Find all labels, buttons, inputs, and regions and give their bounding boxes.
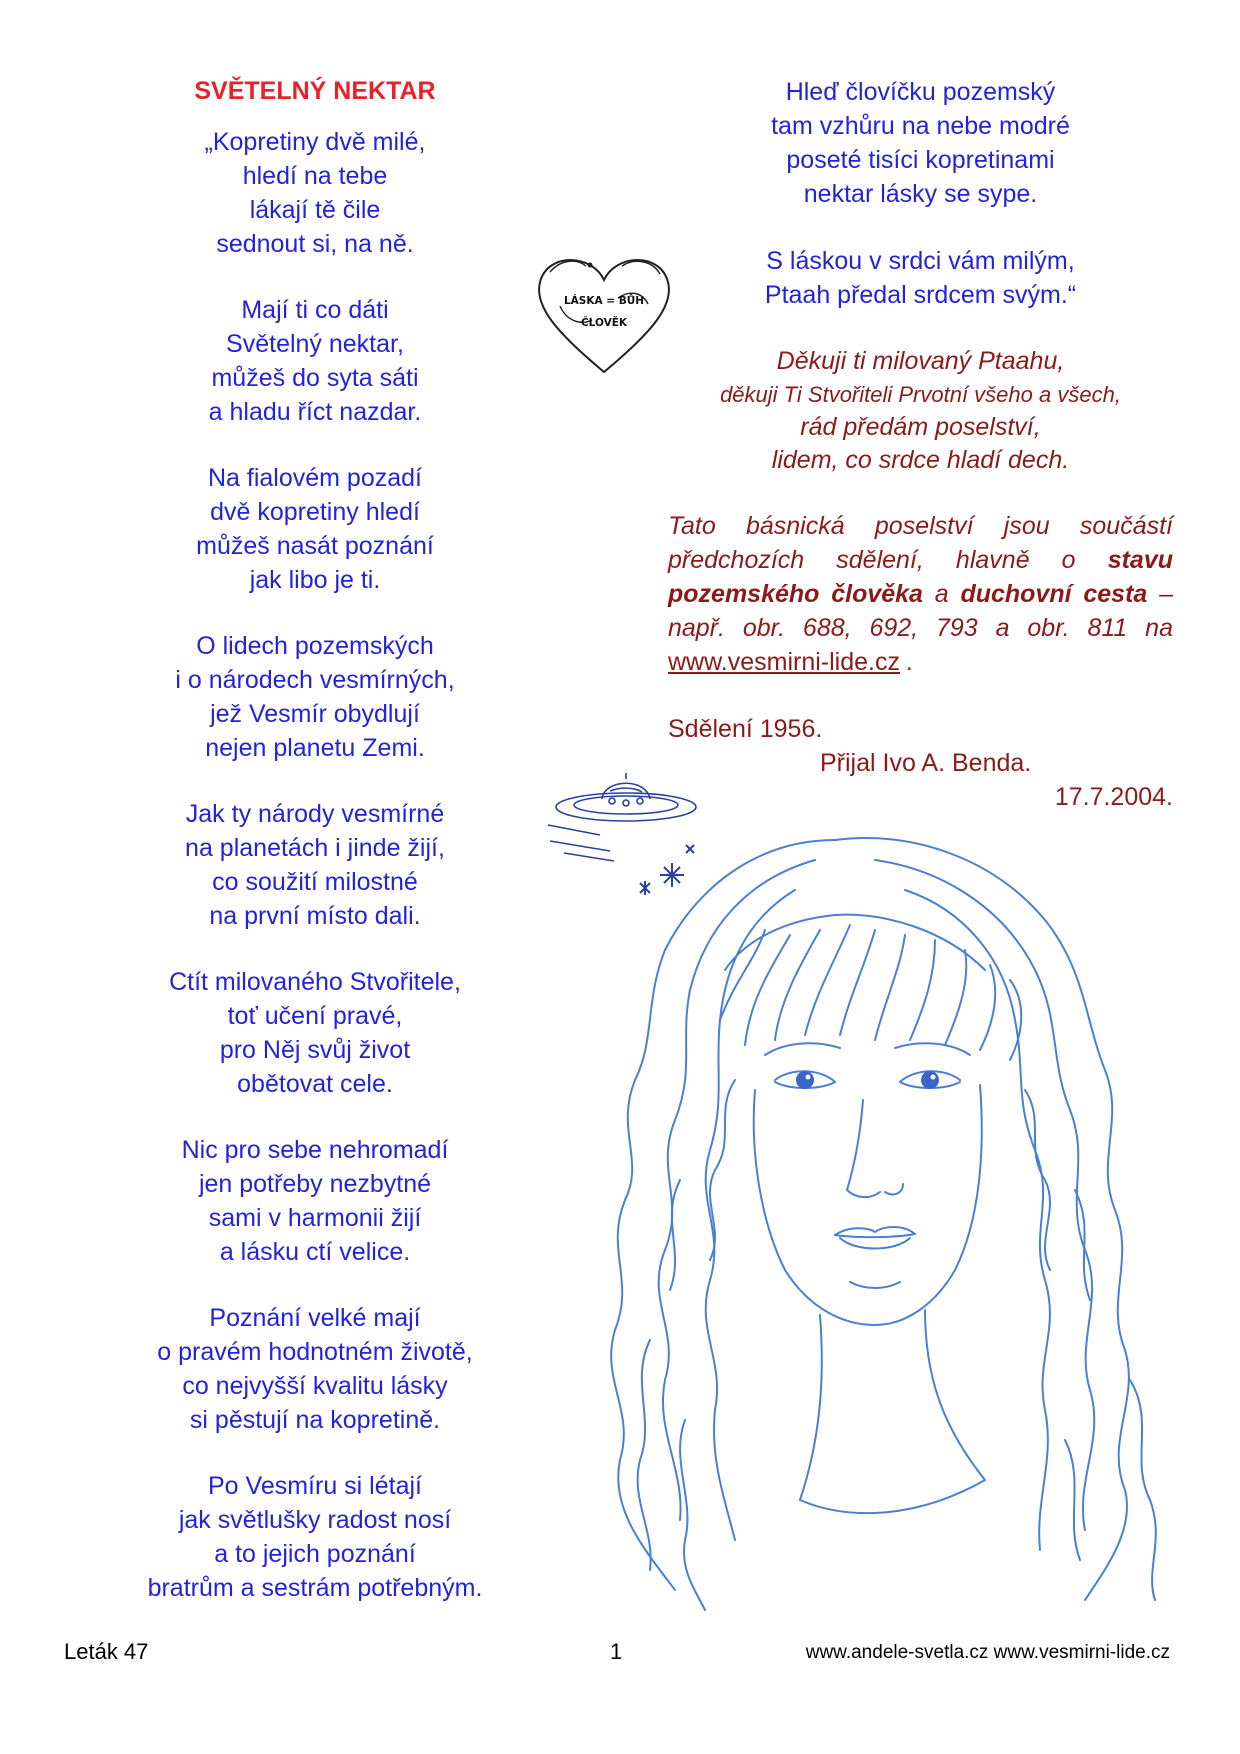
poem-stanza [95,461,535,597]
poem-line: dvě kopretiny hledí [210,498,420,526]
poem-stanza [95,293,535,429]
poem-stanza [95,797,535,933]
poem-line: si pěstují na kopretině. [189,1406,441,1434]
heart-logo-line1: LÁSKA = BŮH [563,295,645,307]
note-bold: duchovní cesta [960,580,1148,608]
poem-line: lákají tě čile [249,196,381,224]
poem-line: i o národech vesmírných, [175,666,455,694]
signature-block [668,712,1173,814]
poem-line: nektar lásky se sype. [803,180,1038,208]
thanks-line: Děkuji ti milovaný Ptaahu, [776,347,1065,375]
poem-line: jež Vesmír obydlují [210,700,420,728]
poem-line: Poznání velké mají [209,1304,421,1332]
poem-line: „Kopretiny dvě milé, [204,128,426,156]
poem-stanza [95,1469,535,1605]
poem-left-column [95,74,535,1637]
poem-title: SVĚTELNÝ NEKTAR [194,77,436,105]
signature-date: 17.7.2004. [1054,783,1173,811]
thanks-line: lidem, co srdce hladí dech. [771,446,1070,474]
poem-line: obětovat cele. [237,1070,393,1098]
poem-line: Ptaah předal srdcem svým.“ [764,281,1077,309]
poem-line: na planetách i jinde žijí, [185,834,445,862]
footer-websites: www.andele-svetla.cz www.vesmirni-lide.cz [805,1642,1170,1663]
note-bold: stavu pozemského člověka [668,546,1173,608]
poem-right-stanzas [668,75,1173,312]
poem-line: Hleď človíčku pozemský [785,78,1056,106]
poem-line: O lidech pozemských [196,632,434,660]
received-by: Přijal Ivo A. Benda. [820,749,1032,777]
poem-line: Nic pro sebe nehromadí [181,1136,449,1164]
note-text: . [899,648,914,676]
poem-line: bratrům a sestrám potřebným. [147,1574,483,1602]
poem-line: a hladu říct nazdar. [208,398,422,426]
message-year: Sdělení 1956. [668,715,823,743]
poem-line: a lásku ctí velice. [219,1238,411,1266]
note-text: Tato básnická poselství jsou součástí předchozích sdělení, hlavně o [668,512,1173,574]
poem-stanzas [95,125,535,1605]
poem-line: sami v harmonii žijí [208,1204,422,1232]
poem-stanza [95,965,535,1101]
poem-line: a to jejich poznání [214,1540,416,1568]
poem-line: Jak ty národy vesmírné [185,800,445,828]
poem-line: Ctít milovaného Stvořitele, [169,968,461,996]
poem-line: nejen planetu Zemi. [205,734,425,762]
note-paragraph [668,509,1173,679]
poem-line: Po Vesmíru si létají [208,1472,422,1500]
poem-right-column [668,75,1173,814]
poem-line: S láskou v srdci vám milým, [766,247,1075,275]
poem-line: jen potřeby nezbytné [198,1170,432,1198]
heart-logo-icon [530,248,678,378]
poem-stanza [95,629,535,765]
note-text: – např. obr. 688, 692, 793 a obr. 811 na [668,580,1173,642]
leaflet-number: Leták 47 [64,1639,149,1664]
thanks-line: děkuji Ti Stvořiteli Prvotní všeho a všech, [720,382,1121,407]
poem-stanza [95,1301,535,1437]
poem-line: Na fialovém pozadí [207,464,422,492]
poem-line: na první místo dali. [209,902,421,930]
poem-line: Mají ti co dáti [241,296,389,324]
poem-line: o pravém hodnotném životě, [157,1338,473,1366]
poem-right-stanza [668,244,1173,312]
thanks-block [668,345,1173,477]
thanks-line: rád předám poselství, [800,413,1041,441]
poem-line: můžeš nasát poznání [196,532,434,560]
poem-right-stanza [668,75,1173,211]
note-text: a [922,580,961,608]
girl-portrait-drawing [585,820,1190,1620]
poem-line: tam vzhůru na nebe modré [771,112,1070,140]
heart-logo-line2: ČLOVĚK [580,317,628,329]
poem-stanza [95,1133,535,1269]
poem-line: sednout si, na ně. [216,230,414,258]
poem-line: toť učení pravé, [227,1002,403,1030]
poem-line: jak libo je ti. [249,566,381,594]
poem-line: co soužití milostné [212,868,418,896]
poem-line: hledí na tebe [242,162,388,190]
page-number: 1 [610,1639,623,1664]
poem-stanza [95,125,535,261]
poem-line: Světelný nektar, [226,330,404,358]
poem-line: pro Něj svůj život [219,1036,411,1064]
website-link[interactable]: www.vesmirni-lide.cz [668,648,900,676]
page-footer [0,1639,1240,1669]
poem-line: co nejvyšší kvalitu lásky [182,1372,448,1400]
poem-line: jak světlušky radost nosí [178,1506,452,1534]
poem-line: poseté tisíci kopretinami [786,146,1055,174]
poem-line: můžeš do syta sáti [211,364,419,392]
